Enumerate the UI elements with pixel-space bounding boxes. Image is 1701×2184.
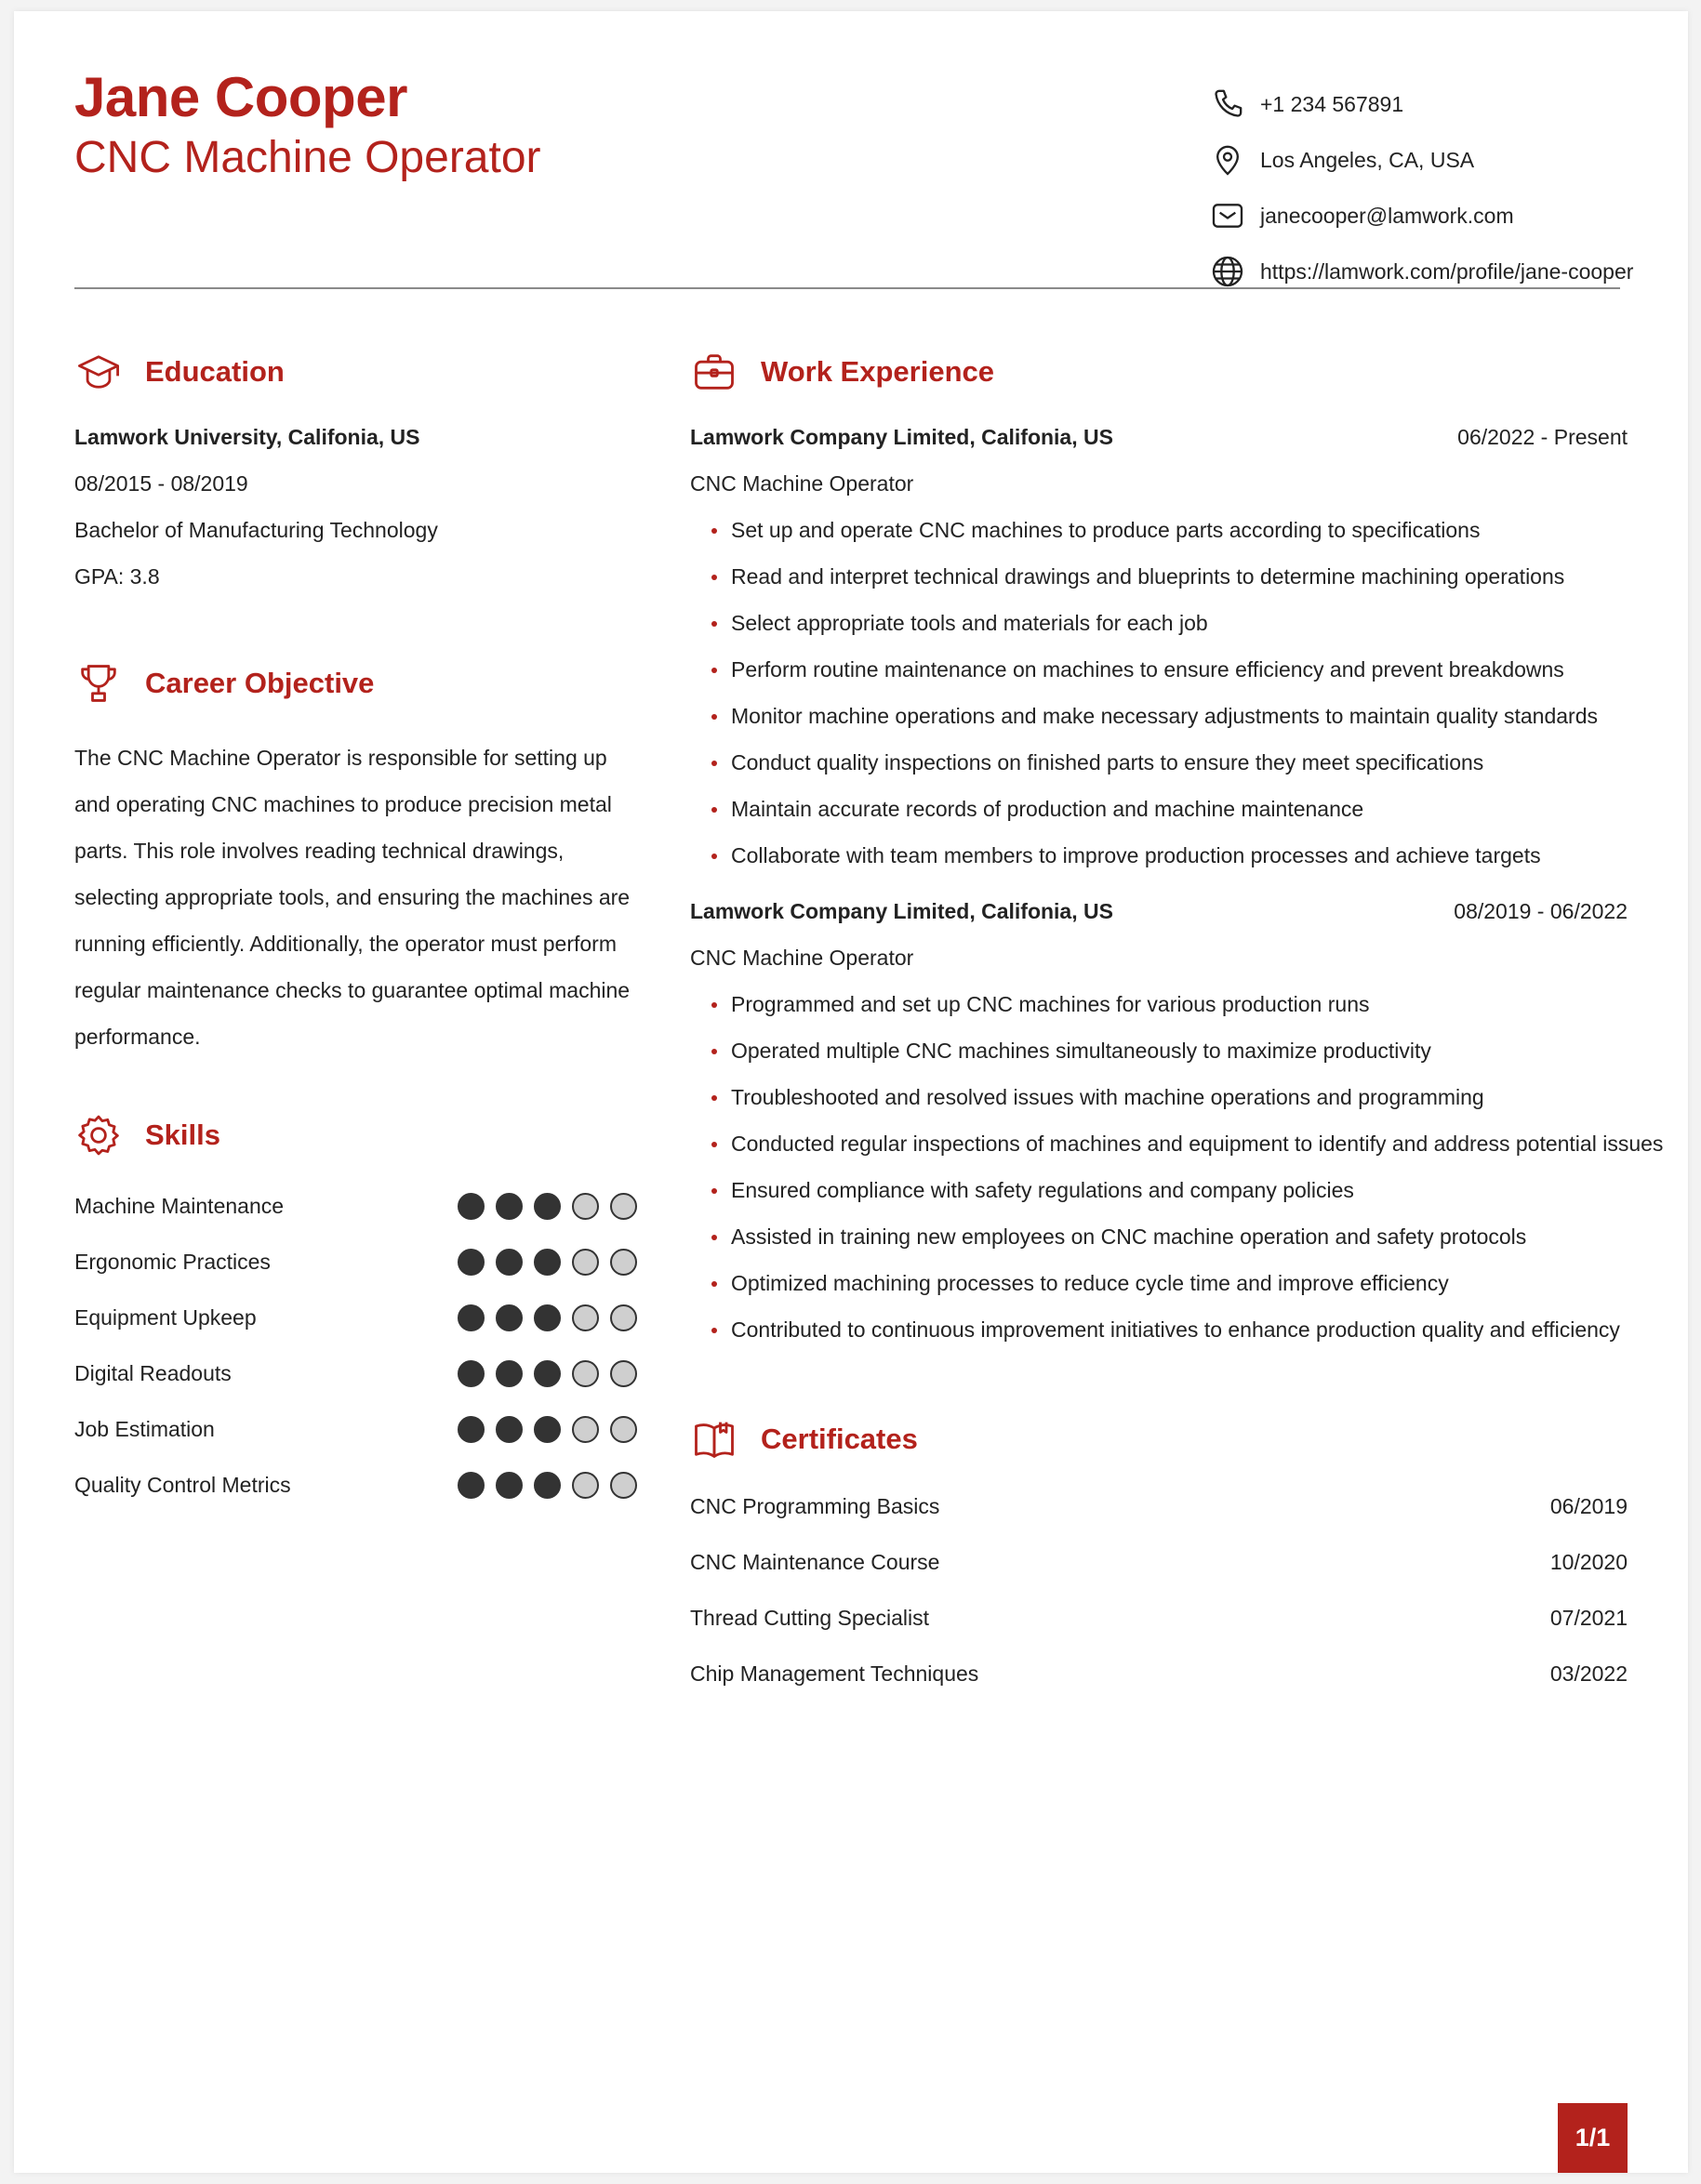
rating-dot-empty	[610, 1304, 637, 1331]
rating-dot-filled	[534, 1472, 561, 1499]
objective-text: The CNC Machine Operator is responsible for setting up and operating CNC machines to produce precision metal parts. This role involves reading technical drawings, selecting appropriate tools, and ensuring the machines are running efficiently. Additionally, the operator must perform regular maintenance checks to guarantee optimal machine performance.	[74, 746, 631, 1049]
skill-rating	[458, 1304, 637, 1331]
skill-row	[74, 1410, 637, 1448]
location-text: Los Angeles, CA, USA	[1260, 147, 1475, 172]
work-heading: Work Experience	[690, 348, 994, 396]
certificate-3-date: 07/2021	[1549, 1606, 1628, 1630]
skill-row	[74, 1466, 637, 1503]
rating-dot-filled	[458, 1193, 485, 1220]
education-gpa: GPA: 3.8	[74, 564, 160, 589]
certificates-heading: Certificates	[690, 1415, 918, 1463]
rating-dot-filled	[458, 1249, 485, 1276]
rating-dot-empty	[572, 1472, 599, 1499]
contact-phone	[1209, 76, 1637, 132]
skill-row	[74, 1299, 637, 1336]
skill-rating	[458, 1472, 637, 1499]
rating-dot-filled	[534, 1304, 561, 1331]
skill-rating	[458, 1360, 637, 1387]
contact-website	[1209, 244, 1637, 299]
skill-name: Quality Control Metrics	[74, 1472, 291, 1497]
rating-dot-filled	[496, 1472, 523, 1499]
graduation-cap-icon	[74, 348, 123, 396]
job-2-bullets	[704, 981, 1664, 1353]
list-item: Set up and operate CNC machines to produce parts according to specifications	[704, 507, 1625, 553]
rating-dot-filled	[496, 1416, 523, 1443]
certificate-4-name: Chip Management Techniques	[690, 1661, 979, 1686]
skill-rating	[458, 1193, 637, 1220]
skill-rating	[458, 1416, 637, 1443]
rating-dot-empty	[610, 1193, 637, 1220]
list-item: Ensured compliance with safety regulations and company policies	[704, 1167, 1625, 1213]
candidate-title: CNC Machine Operator	[74, 133, 541, 182]
education-degree: Bachelor of Manufacturing Technology	[74, 518, 438, 542]
trophy-icon	[74, 659, 123, 708]
list-item: Read and interpret technical drawings and blueprints to determine machining operations	[704, 553, 1625, 600]
contact-list	[1209, 76, 1637, 299]
job-1-dates: 06/2022 - Present	[1457, 425, 1628, 449]
education-dates: 08/2015 - 08/2019	[74, 471, 248, 496]
rating-dot-empty	[610, 1249, 637, 1276]
list-item: Collaborate with team members to improve production processes and achieve targets	[704, 832, 1625, 879]
list-item: Contributed to continuous improvement initiatives to enhance production quality and efficiency	[704, 1306, 1625, 1353]
resume-page	[14, 11, 1688, 2173]
gear-icon	[74, 1111, 123, 1159]
rating-dot-filled	[458, 1472, 485, 1499]
rating-dot-filled	[496, 1304, 523, 1331]
rating-dot-empty	[572, 1304, 599, 1331]
location-pin-icon	[1209, 141, 1246, 179]
job-1-bullets	[704, 507, 1625, 879]
rating-dot-filled	[496, 1249, 523, 1276]
globe-icon	[1209, 253, 1246, 290]
email-link[interactable]: janecooper@lamwork.com	[1260, 203, 1514, 228]
rating-dot-filled	[458, 1360, 485, 1387]
job-1-company: Lamwork Company Limited, Califonia, US	[690, 425, 1113, 449]
skills-heading: Skills	[74, 1111, 220, 1159]
list-item: Programmed and set up CNC machines for various production runs	[704, 981, 1625, 1027]
objective-heading: Career Objective	[74, 659, 374, 708]
skill-row	[74, 1243, 637, 1280]
certificate-3-name: Thread Cutting Specialist	[690, 1606, 929, 1630]
list-item: Select appropriate tools and materials for each job	[704, 600, 1625, 646]
job-2-dates: 08/2019 - 06/2022	[1454, 899, 1628, 923]
list-item: Perform routine maintenance on machines to ensure efficiency and prevent breakdowns	[704, 646, 1625, 693]
list-item: Monitor machine operations and make necessary adjustments to maintain quality standards	[704, 693, 1625, 739]
rating-dot-empty	[572, 1416, 599, 1443]
book-icon	[690, 1415, 738, 1463]
briefcase-icon	[690, 348, 738, 396]
rating-dot-filled	[534, 1193, 561, 1220]
rating-dot-filled	[534, 1360, 561, 1387]
email-icon	[1209, 197, 1246, 234]
website-link[interactable]: https://lamwork.com/profile/jane-cooper	[1260, 258, 1634, 284]
job-2-company: Lamwork Company Limited, Califonia, US	[690, 899, 1113, 923]
rating-dot-empty	[572, 1360, 599, 1387]
skill-name: Digital Readouts	[74, 1360, 232, 1385]
list-item: Conduct quality inspections on finished parts to ensure they meet specifications	[704, 739, 1625, 786]
page-indicator: 1/1	[1558, 2103, 1628, 2173]
candidate-name: Jane Cooper	[74, 66, 407, 128]
contact-location	[1209, 132, 1637, 188]
certificate-1-date: 06/2019	[1549, 1494, 1628, 1518]
education-heading: Education	[74, 348, 285, 396]
list-item: Operated multiple CNC machines simultaneously to maximize productivity	[704, 1027, 1625, 1074]
list-item: Troubleshooted and resolved issues with machine operations and programming	[704, 1074, 1625, 1120]
contact-email	[1209, 188, 1637, 244]
certificate-2-date: 10/2020	[1549, 1550, 1628, 1574]
list-item: Optimized machining processes to reduce cycle time and improve efficiency	[704, 1260, 1625, 1306]
rating-dot-empty	[610, 1416, 637, 1443]
phone-icon	[1209, 86, 1246, 123]
education-school: Lamwork University, Califonia, US	[74, 425, 420, 449]
rating-dot-filled	[496, 1360, 523, 1387]
rating-dot-filled	[496, 1193, 523, 1220]
skill-name: Ergonomic Practices	[74, 1249, 271, 1274]
skill-name: Machine Maintenance	[74, 1193, 285, 1218]
list-item: Conducted regular inspections of machines and equipment to identify and address potential issues	[704, 1120, 1625, 1167]
rating-dot-filled	[458, 1304, 485, 1331]
skill-name: Job Estimation	[74, 1416, 215, 1441]
list-item: Maintain accurate records of production and machine maintenance	[704, 786, 1625, 832]
certificate-4-date: 03/2022	[1549, 1661, 1628, 1686]
list-item: Assisted in training new employees on CNC machine operation and safety protocols	[704, 1213, 1625, 1260]
phone-text[interactable]: +1 234 567891	[1260, 91, 1404, 116]
rating-dot-empty	[572, 1193, 599, 1220]
header-divider	[74, 287, 1620, 289]
job-1-role: CNC Machine Operator	[690, 471, 914, 496]
rating-dot-empty	[610, 1472, 637, 1499]
skill-row	[74, 1187, 637, 1224]
rating-dot-empty	[572, 1249, 599, 1276]
certificate-2-name: CNC Maintenance Course	[690, 1550, 940, 1574]
certificate-1-name: CNC Programming Basics	[690, 1494, 940, 1518]
skill-row	[74, 1355, 637, 1392]
rating-dot-filled	[534, 1416, 561, 1443]
rating-dot-filled	[534, 1249, 561, 1276]
rating-dot-filled	[458, 1416, 485, 1443]
skill-rating	[458, 1249, 637, 1276]
job-2-role: CNC Machine Operator	[690, 946, 914, 970]
rating-dot-empty	[610, 1360, 637, 1387]
skill-name: Equipment Upkeep	[74, 1304, 257, 1330]
